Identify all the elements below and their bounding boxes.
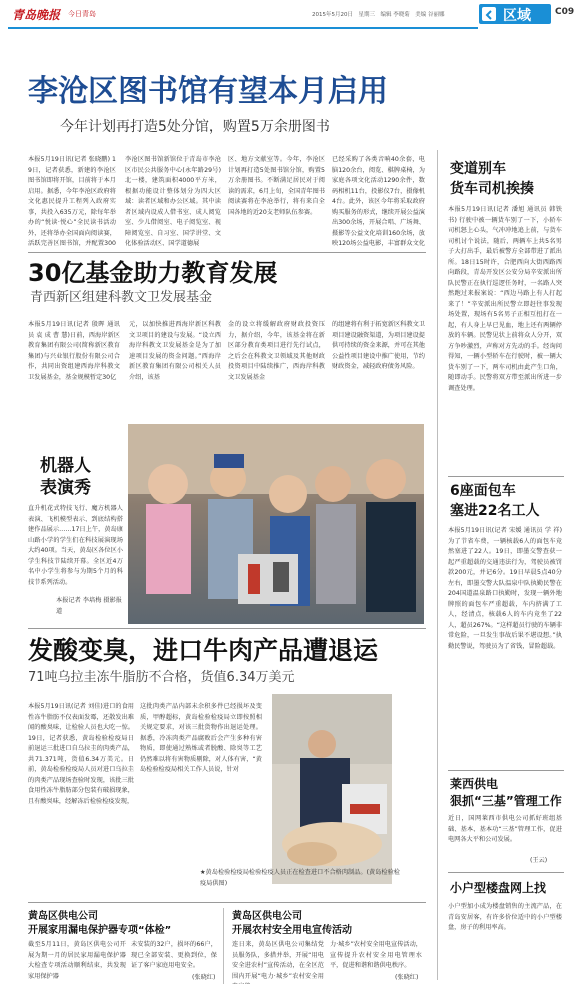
section-name: 今日青岛: [68, 10, 96, 18]
headline-library: 李沧区图书馆有望本月启用: [28, 74, 388, 109]
side-ad-headline-line2: 塞进22名工人: [450, 503, 540, 519]
fund-col-1: 本报5月19日讯(记者 殷晖 通讯员 袁 成 曹 慧)日前，西海岸新区教育集团有限公司(简称新区教育集团)与兴业银行股份有限公司合作，共同出资组建西海岸科教文卫发展基金，基金规模暂定30亿: [28, 321, 120, 381]
masthead: [0, 0, 580, 30]
utility1-col-2: 未安装的32户，损坏的66户，现已全部安装、更换到位，保证了客户家庭用电安全。: [131, 941, 217, 969]
utility1-credit: (张晓红): [192, 974, 216, 981]
utility1-col-1: 截至5月11日，黄岛区供电公司开展为期一月的居民家用漏电保护器大检查专项活动顺利结束，共发现家用保护器: [28, 941, 126, 980]
utility2-headline-line1: 黄岛区供电公司: [232, 911, 302, 922]
robot-headline-line1: 机器人: [40, 456, 91, 476]
side1-headline-line1: 变道别车: [450, 161, 506, 177]
side-power-headline-line2: 狠抓“三基”管理工作: [450, 794, 562, 808]
beef-col-2: 这批肉类产品内部未余积多件已经损坏及变质，甲醇超标，黄岛检验检疫局立即按照相关规定要求，对该三批货物作出退运处理。据悉，冷冻肉类产品腐败后会产生多种有害物质，即使通过熟炼或者脱酸、除臭等工艺仍然难以将有害物质剔除，对人体有害，“黄岛检验检疫局相关工作人员说，针对: [140, 703, 262, 773]
library-col-1: 本报5月19日讯(记者 张晓鹏) 19日，记者获悉，新建的李沧区图书馆即将开馆，目前将于本月启用。据悉，今年李沧区政府将文化惠民提升工程列入政府实事，共投入635万元，除每年举办的“悦读·悦心”全民读书活动外，还将举办全国面向阅读赛，活跃完善区图书馆，并配置300: [28, 156, 116, 247]
robot-show-photo: [128, 424, 424, 624]
beef-col-1: 本报5月19日讯(记者 刘佳)进口的食用性冻牛脂肪不仅表面发霉，还散发出难闻的酸臭味，让检验人员也大吃一惊。19日，记者获悉，黄岛检验检疫局日前退运三批进口自乌拉圭的肉类产品，共71.371吨，货值6.34万美元。日前，黄岛检验检疫局人员对进口乌拉圭的肉类产品现场查验时发现，该批三批食用性冻牛脂肪部分包装有破损现象，且有酸臭味，经解冻后检验检疫发现，: [28, 703, 134, 805]
robot-caption-text: 直升机花式特技飞行、魔方机器人表演、飞机模型表示、到底结构搭建作品展示……17日上午，黄岛康山路小学的学生们在科技展演现场大约40项。当天，黄岛区各位区小学生科技节陆续开幕。全区近4万名中小学生将参与为期5个月的科技节系列活动。: [28, 505, 123, 586]
section-tab: [479, 4, 551, 24]
utility1-headline-line1: 黄岛区供电公司: [28, 911, 98, 922]
library-col-3: 区、地方文献室等。今年，李沧区计划再打造5处图书馆分馆，购置5万余册图书。不断满足居民对于阅读的需求，6月上旬，全国青年图书阅读赛将在李沧举行，将有来自全国各地的近20支老师队伍参赛。: [228, 156, 325, 216]
utility2-col-2: 力·城乡”农村安全用电宣传活动，宣传提升农村安全用电管理水平，促进和谐和谐供电秩序。: [330, 941, 422, 969]
beef-photo-caption: ★黄岛检验检疫局检验检疫人员正在检查进口不合格肉制品。(黄岛检验检疫局供图): [200, 869, 400, 887]
utility2-credit: (张晓红): [395, 974, 419, 981]
side-ad-text: 本报5月19日讯(记者 宋媛 通讯员 学 祥) 为了节省车费，一辆核载6人的面包车竟然塞进了22人。19日，即墨交警查获一起严重超载的交通违法行为，驾驶员被罚款200元，并记6分。19日早晨5点40分左右，即墨交警大队温泉中队执勤民警在204国道温泉路口执勤时，发现一辆外地牌照的面包车严重超载，车内挤满了工人，经清点，核载6人的车内竟坐了22人，超员267%。“这样超员行驶的车辆非常危险，一旦发生事故后果不堪设想。”执勤民警说，驾驶员为了省钱，冒险超载。: [448, 527, 562, 650]
beef-inspection-photo: [272, 694, 392, 884]
page-number: C09: [555, 7, 575, 17]
side-power-credit: (王云): [530, 857, 548, 864]
library-col-2: 李沧区图书馆新馆位于青岛市李沧区市民公共服务中心(永年路29号)北一楼，建筑面积4000平方米，根据功能设计整体划分为四大区域：读者区域和办公区域。其中读者区域内设成人借书室、成人阅览室、少儿借阅室、电子阅览室、视障阅览室、自习室、国学讲堂、文化体验活动区、国学道德展: [125, 156, 221, 247]
robot-headline-line2: 表演秀: [40, 478, 91, 498]
library-col-4: 已经采购了各类音响40余套，电脑120余台，阅览、棋牌桌椅，为家庭各项文化活动1290余件，数码相机11台，投影仪7台，摄像机4台。此外，该区今年将采取政府购买服务的形式，继续开展公益演出300余场，开展合唱、广场舞、摄影等公益文化培训160余场，放映120场公益电影，丰富群众文化: [332, 156, 425, 247]
fund-col-3: 金的设立将缓解政府财政投资压力，据介绍，今年，该基金将在新区部分教育类项目进行先行试点，之后会在科教文卫领域及其他财政投资项目中陆续推广，西海岸科教文卫发展基金: [228, 321, 325, 381]
headline-education-fund: 30亿基金助力教育发展: [28, 259, 278, 287]
subhead-education-fund: 青西新区组建科教文卫发展基金: [30, 290, 213, 305]
fund-col-2: 元，以加快推进西海岸新区科教文卫项目的建设与发展。“设立西海岸科教文卫发展基金是为了加速项目发展的资金问题。”西海岸新区教育集团有限公司相关人员介绍，该基: [129, 321, 221, 381]
side1-headline-line2: 货车司机挨揍: [450, 181, 534, 197]
subhead-beef-return: 71吨乌拉圭冻牛脂肪不合格，货值6.34万美元: [28, 670, 295, 685]
date-line: 2015年5月20日 星期三 编辑 李晓菊 美编 谷丽娜: [312, 12, 445, 18]
side-housing-text: 小户型加小成为楼盘销售的主流产品，在青岛安居客，有许多价位适中的小户型楼盘，房子的利用率高。: [448, 903, 562, 931]
utility2-col-1: 连日来，黄岛区供电公司集结党员服务队，多措并举，开展“用电安全进农村”宣传活动，在全区范围内开展“电力·城乡”农村安全用: [232, 941, 324, 980]
utility1-headline-line2: 开展家用漏电保护器专项“体检”: [28, 925, 172, 936]
side1-text: 本报5月19日讯(记者 潘旭 通讯员 韩铁书) 行驶中被一辆货车别了一下，小轿车司机怒上心头，气冲冲地追上前，与货车司机讨个说法，随后，两辆车上共5名男子大打出手，最后被警方全部带进了派出所。18日15时许，合肥西向大街西路西向路段，青岛开发区公安分局辛安派出所队民警正在执行巡逻任务时，一名路人突然跑过来报案说：“西边马路上有人打起来了！”辛安派出所民警立即赶往事发现场处置，现场有5名男子正相互扭打在一起，有人身上早已见血，地上还有两辆停放的车辆。民警见状上前将众人分开，双方争吵激烈，声称对方先动的手。经询问得知，一辆小型轿车在行驶时，被一辆大货车别了一下，两车司机由此产生口角，随即动手。民警将双方带至派出所进一步调查处理。: [448, 206, 562, 392]
tab-arrow-icon: [482, 7, 496, 21]
utility2-headline-line2: 开展农村安全用电宣传活动: [232, 925, 352, 936]
headline-beef-return: 发酸变臭，进口牛肉产品遭退运: [28, 636, 379, 665]
robot-photo-credit: 本报记者 李培梅 摄影报道: [56, 597, 122, 615]
side-ad-headline-line1: 6座面包车: [450, 483, 516, 499]
side-power-headline-line1: 莱西供电: [450, 777, 499, 791]
paper-name-logo: 青岛晚报: [12, 8, 61, 22]
side-power-text: 近日，国网莱西市供电公司抓好班组基础、基本、基本功“三基”管理工作，促进电网各大平和公司发展。: [448, 815, 562, 843]
subhead-library: 今年计划再打造5处分馆，购置5万余册图书: [60, 119, 330, 135]
side-housing-headline: 小户型楼盘网上找: [450, 881, 547, 895]
fund-col-4: 的组建将有利于拓宽新区科教文卫项目建设融资渠道，为项目建设提供可持续的资金来源，并可在其他公益性项目建设中推广使用，节约财政资金，减轻政府债务风险。: [332, 321, 425, 370]
tab-label: 区域: [503, 8, 531, 24]
